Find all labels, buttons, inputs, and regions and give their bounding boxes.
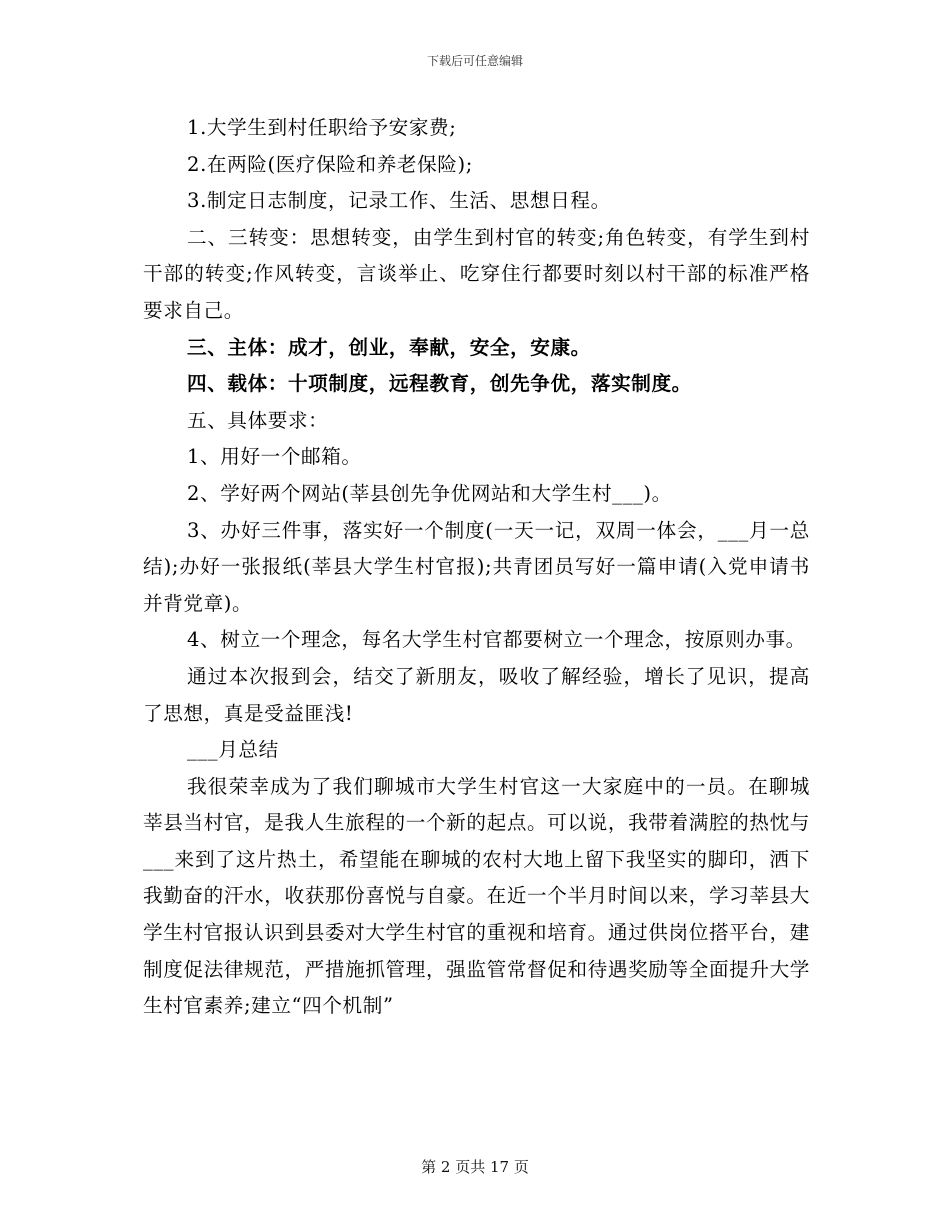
page-footer: 第 2 页共 17 页 — [421, 1158, 529, 1176]
paragraph-subject: 三、主体：成才，创业，奉献，安全，安康。 — [187, 335, 591, 359]
paragraph-item-3: 3.制定日志制度，记录工作、生活、思想日程。 — [187, 189, 611, 213]
paragraph-requirements-heading: 五、具体要求： — [187, 408, 329, 432]
paragraph-requirement-3: 3、办好三件事，落实好一个制度(一天一记，双周一体会，___月一总结);办好一张报纸(莘县大学生村官报);共青团员写好一篇申请(入党申请书并背党章)。 — [143, 518, 810, 615]
paragraph-item-1: 1.大学生到村任职给予安家费; — [187, 116, 457, 139]
paragraph-requirement-1: 1、用好一个邮箱。 — [187, 445, 362, 469]
paragraph-requirement-4: 4、树立一个理念，每名大学生村官都要树立一个理念，按原则办事。 — [187, 628, 806, 652]
paragraph-conclusion: 通过本次报到会，结交了新朋友，吸收了解经验，增长了见识，提高了思想，真是受益匪浅! — [143, 664, 810, 725]
paragraph-item-2: 2.在两险(医疗保险和养老保险); — [187, 152, 473, 176]
section-title: ___月总结 — [187, 738, 279, 762]
document-body — [143, 110, 810, 1025]
paragraph-requirement-2: 2、学好两个网站(莘县创先争优网站和大学生村___)。 — [187, 481, 672, 505]
paragraph-three-changes: 二、三转变：思想转变，由学生到村官的转变;角色转变，有学生到村干部的转变;作风转变，言谈举止、吃穿住行都要时刻以村干部的标准严格要求自己。 — [143, 225, 810, 322]
paragraph-carrier: 四、载体：十项制度，远程教育，创先争优，落实制度。 — [187, 372, 692, 396]
paragraph-summary: 我很荣幸成为了我们聊城市大学生村官这一大家庭中的一员。在聊城莘县当村官，是我人生旅程的一个新的起点。可以说，我带着满腔的热忱与___来到了这片热土，希望能在聊城的农村大地上留下我坚实的脚印，洒下我勤奋的汗水，收获那份喜悦与自豪。在近一个半月时间以来，学习莘县大学生村官报认识到县委对大学生村官的重视和培育。通过供岗位搭平台，建制度促法律规范，严措施抓管理，强监管常督促和待遇奖励等全面提升大学生村官素养;建立“四个机制” — [143, 774, 810, 1018]
page-header: 下载后可任意编辑 — [426, 54, 523, 68]
